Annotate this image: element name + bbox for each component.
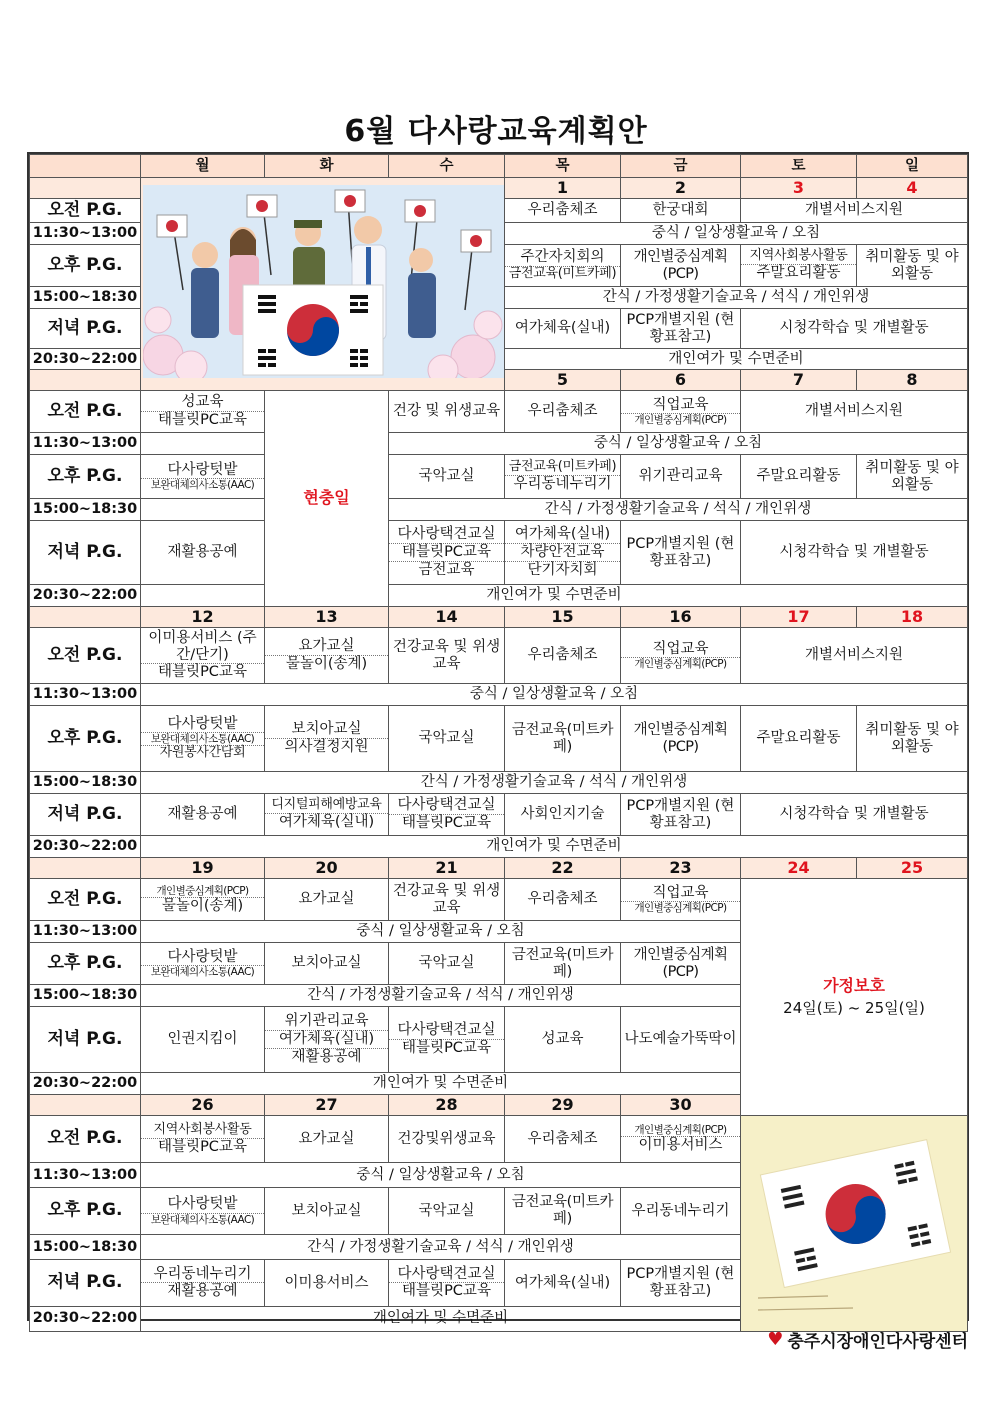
label-afternoon: 오후 P.G. xyxy=(30,245,141,287)
w4-fri-ev: 나도예술가뚝딱이 xyxy=(621,1007,741,1073)
label-evening: 저녁 P.G. xyxy=(30,309,141,349)
w4-wed-ev-1: 다사랑택견교실 xyxy=(389,1022,504,1040)
w3-mon-am-1: 이미용서비스 (주간/단기) xyxy=(141,630,264,664)
w3-fri-am-2: 개인별중심계획(PCP) xyxy=(634,658,727,671)
w2-mon-lunch-blank xyxy=(141,433,265,455)
w2-wed-ev-2: 태블릿PC교육 xyxy=(389,544,504,562)
date-30: 30 xyxy=(621,1095,741,1116)
date-row-blank xyxy=(30,178,141,199)
w5-thu-am: 우리춤체조 xyxy=(505,1116,621,1163)
w2-wed-ev xyxy=(389,521,505,585)
label-snack-time: 15:00~18:30 xyxy=(30,772,141,794)
header-mon: 월 xyxy=(141,155,265,178)
week3-morning-row xyxy=(30,628,968,684)
w2-fri-pm: 위기관리교육 xyxy=(621,455,741,499)
date-18: 18 xyxy=(857,607,968,628)
header-fri: 금 xyxy=(621,155,741,178)
w1-sat-pm-2: 주말요리활동 xyxy=(756,265,841,282)
w3-fri-pm: 개인별중심계획(PCP) xyxy=(621,706,741,772)
w2-snack: 간식 / 가정생활기술교육 / 석식 / 개인위생 xyxy=(389,499,968,521)
label-afternoon: 오후 P.G. xyxy=(30,455,141,499)
week2-night-row xyxy=(30,585,968,607)
w3-mon-pm xyxy=(141,706,265,772)
w5-night: 개인여가 및 수면준비 xyxy=(141,1306,741,1331)
w3-thu-ev: 사회인지기술 xyxy=(505,794,621,836)
w5-mon-pm-1: 다사랑텃밭 xyxy=(141,1196,264,1214)
w3-thu-pm: 금전교육(미트카페) xyxy=(505,706,621,772)
date-3: 3 xyxy=(741,178,857,199)
week2-lunch-row xyxy=(30,433,968,455)
date-1: 1 xyxy=(505,178,621,199)
date-15: 15 xyxy=(505,607,621,628)
label-evening: 저녁 P.G. xyxy=(30,794,141,836)
w3-weekend-ev: 시청각학습 및 개별활동 xyxy=(741,794,968,836)
label-afternoon: 오후 P.G. xyxy=(30,706,141,772)
w2-wed-ev-1: 다사랑택견교실 xyxy=(389,526,504,544)
label-afternoon: 오후 P.G. xyxy=(30,943,141,985)
w2-fri-am xyxy=(621,391,741,433)
label-night-time: 20:30~22:00 xyxy=(30,1073,141,1095)
date-22: 22 xyxy=(505,858,621,879)
label-snack-time: 15:00~18:30 xyxy=(30,499,141,521)
flag-illustration-svg xyxy=(143,185,505,378)
date-5: 5 xyxy=(505,370,621,391)
w4-wed-ev-2: 태블릿PC교육 xyxy=(402,1040,491,1056)
w4-mon-am-2: 물놀이(송계) xyxy=(161,897,244,914)
header-blank xyxy=(30,155,141,178)
w2-weekend-ev: 시청각학습 및 개별활동 xyxy=(741,521,968,585)
date-13: 13 xyxy=(265,607,389,628)
date-26: 26 xyxy=(141,1095,265,1116)
w2-mon-am-2: 태블릿PC교육 xyxy=(158,412,247,428)
date-17: 17 xyxy=(741,607,857,628)
label-snack-time: 15:00~18:30 xyxy=(30,1235,141,1260)
w5-wed-ev xyxy=(389,1259,505,1306)
w3-sat-pm: 주말요리활동 xyxy=(741,706,857,772)
week2-evening-row xyxy=(30,521,968,585)
w5-mon-am-2: 태블릿PC교육 xyxy=(158,1138,247,1155)
w4-snack: 간식 / 가정생활기술교육 / 석식 / 개인위생 xyxy=(141,985,741,1007)
week3-night-row xyxy=(30,836,968,858)
header-row xyxy=(30,155,968,178)
w3-mon-pm-3: 자원봉사간담회 xyxy=(159,745,246,761)
w4-mon-am xyxy=(141,879,265,921)
w3-tue-pm-2: 의사결정지원 xyxy=(284,739,369,755)
w5-mon-pm-2: 보완대체의사소통(AAC) xyxy=(150,1213,255,1226)
w2-thu-ev-3: 단기자치회 xyxy=(527,561,598,578)
w4-tue-ev-1: 위기관리교육 xyxy=(265,1013,388,1031)
w2-night: 개인여가 및 수면준비 xyxy=(141,585,968,607)
date-14: 14 xyxy=(389,607,505,628)
w5-mon-ev xyxy=(141,1259,265,1306)
w5-snack: 간식 / 가정생활기술교육 / 석식 / 개인위생 xyxy=(141,1235,741,1260)
w3-fri-ev: PCP개별지원 (현황표참고) xyxy=(621,794,741,836)
label-lunch-time: 11:30~13:00 xyxy=(30,921,141,943)
label-evening: 저녁 P.G. xyxy=(30,521,141,585)
w4-fri-am-1: 직업교육 xyxy=(621,885,740,903)
date-8: 8 xyxy=(857,370,968,391)
w2-sun-pm: 취미활동 및 야외활동 xyxy=(857,455,968,499)
w1-sat-pm xyxy=(741,245,857,287)
label-night-time: 20:30~22:00 xyxy=(30,1306,141,1331)
w2-wed-am: 건강 및 위생교육 xyxy=(389,391,505,433)
w2-mon-ev: 재활용공예 xyxy=(141,521,265,585)
w3-snack: 간식 / 가정생활기술교육 / 석식 / 개인위생 xyxy=(141,772,968,794)
label-afternoon: 오후 P.G. xyxy=(30,1187,141,1234)
week4-date-row xyxy=(30,858,968,879)
w3-mon-ev: 재활용공예 xyxy=(141,794,265,836)
w5-lunch: 중식 / 일상생활교육 / 오침 xyxy=(141,1163,741,1188)
w3-tue-ev-2: 여가체육(실내) xyxy=(278,814,375,831)
w3-wed-ev-1: 다사랑택견교실 xyxy=(389,797,504,815)
w4-fri-pm: 개인별중심계획(PCP) xyxy=(621,943,741,985)
label-morning: 오전 P.G. xyxy=(30,879,141,921)
w1-fri-ev: PCP개별지원 (현황표참고) xyxy=(621,309,741,349)
label-snack-time: 15:00~18:30 xyxy=(30,985,141,1007)
w5-fri-am xyxy=(621,1116,741,1163)
week3-snack-row xyxy=(30,772,968,794)
w4-wed-am: 건강교육 및 위생교육 xyxy=(389,879,505,921)
w2-fri-am-1: 직업교육 xyxy=(621,397,740,415)
label-lunch-time: 11:30~13:00 xyxy=(30,223,141,245)
date-20: 20 xyxy=(265,858,389,879)
week3-lunch-row xyxy=(30,684,968,706)
w2-mon-pm-2: 보완대체의사소통(AAC) xyxy=(150,479,255,492)
label-lunch-time: 11:30~13:00 xyxy=(30,433,141,455)
label-morning: 오전 P.G. xyxy=(30,199,141,223)
w2-lunch: 중식 / 일상생활교육 / 오침 xyxy=(389,433,968,455)
w3-fri-am xyxy=(621,628,741,684)
flag-illustration xyxy=(141,178,505,391)
w1-fri-pm: 개인별중심계획(PCP) xyxy=(621,245,741,287)
w3-mon-am-2: 태블릿PC교육 xyxy=(158,664,247,681)
w4-thu-am: 우리춤체조 xyxy=(505,879,621,921)
week2-snack-row xyxy=(30,499,968,521)
label-lunch-time: 11:30~13:00 xyxy=(30,1163,141,1188)
w3-tue-am-2: 물놀이(송계) xyxy=(285,656,368,672)
label-night-time: 20:30~22:00 xyxy=(30,349,141,370)
w1-weekend-ev: 시청각학습 및 개별활동 xyxy=(741,309,968,349)
week5-morning-row xyxy=(30,1116,968,1163)
w1-snack: 간식 / 가정생활기술교육 / 석식 / 개인위생 xyxy=(505,287,968,309)
header-thu: 목 xyxy=(505,155,621,178)
w4-tue-ev-3: 재활용공예 xyxy=(291,1048,362,1065)
date-25: 25 xyxy=(857,858,968,879)
w5-fri-pm: 우리동네누리기 xyxy=(621,1187,741,1234)
w1-weekend-am: 개별서비스지원 xyxy=(741,199,968,223)
w3-wed-am: 건강교육 및 위생교육 xyxy=(389,628,505,684)
schedule-table xyxy=(29,154,968,1332)
w1-thu-pm xyxy=(505,245,621,287)
w1-lunch: 중식 / 일상생활교육 / 오침 xyxy=(505,223,968,245)
header-tue: 화 xyxy=(265,155,389,178)
w2-mon-am-1: 성교육 xyxy=(141,394,264,412)
w2-mon-am xyxy=(141,391,265,433)
date-row-blank xyxy=(30,370,141,391)
w3-tue-am-1: 요가교실 xyxy=(265,638,388,656)
w2-mon-pm xyxy=(141,455,265,499)
w2-weekend-am: 개별서비스지원 xyxy=(741,391,968,433)
date-7: 7 xyxy=(741,370,857,391)
w3-weekend-am: 개별서비스지원 xyxy=(741,628,968,684)
date-29: 29 xyxy=(505,1095,621,1116)
w3-tue-pm xyxy=(265,706,389,772)
w2-fri-ev: PCP개별지원 (현황표참고) xyxy=(621,521,741,585)
w2-thu-ev-2: 차량안전교육 xyxy=(505,544,620,562)
label-morning: 오전 P.G. xyxy=(30,391,141,433)
w3-sun-pm: 취미활동 및 야외활동 xyxy=(857,706,968,772)
date-21: 21 xyxy=(389,858,505,879)
w2-wed-pm: 국악교실 xyxy=(389,455,505,499)
date-28: 28 xyxy=(389,1095,505,1116)
week2-morning-row xyxy=(30,391,968,433)
date-row-blank xyxy=(30,858,141,879)
w5-wed-pm: 국악교실 xyxy=(389,1187,505,1234)
w3-lunch: 중식 / 일상생활교육 / 오침 xyxy=(141,684,968,706)
w3-mon-am xyxy=(141,628,265,684)
footer-org xyxy=(767,1327,968,1352)
w3-tue-ev xyxy=(265,794,389,836)
w3-tue-pm-1: 보치아교실 xyxy=(265,721,388,739)
w5-tue-pm: 보치아교실 xyxy=(265,1187,389,1234)
w2-thu-am: 우리춤체조 xyxy=(505,391,621,433)
page-title: 6월 다사랑교육계획안 xyxy=(344,114,648,149)
flag-corner-svg xyxy=(743,1116,968,1326)
w5-wed-ev-2: 태블릿PC교육 xyxy=(402,1283,491,1300)
date-row-blank xyxy=(30,1095,141,1116)
w5-thu-pm: 금전교육(미트카페) xyxy=(505,1187,621,1234)
header-sat: 토 xyxy=(741,155,857,178)
date-2: 2 xyxy=(621,178,741,199)
w1-thu-am: 우리춤체조 xyxy=(505,199,621,223)
week2-afternoon-row xyxy=(30,455,968,499)
label-lunch-time: 11:30~13:00 xyxy=(30,684,141,706)
header-wed: 수 xyxy=(389,155,505,178)
w1-sat-pm-1: 지역사회봉사활동 xyxy=(741,249,856,265)
w3-mon-pm-1: 다사랑텃밭 xyxy=(141,716,264,734)
w3-tue-am xyxy=(265,628,389,684)
home-care-title: 가정보호 xyxy=(823,976,885,996)
label-morning: 오전 P.G. xyxy=(30,628,141,684)
footer-org-name: 충주시장애인다사랑센터 xyxy=(787,1332,968,1352)
w2-thu-pm xyxy=(505,455,621,499)
w1-thu-pm-1: 주간자치회의 xyxy=(505,249,620,267)
w3-tue-ev-1: 디지털피해예방교육 xyxy=(265,798,388,814)
w3-fri-am-1: 직업교육 xyxy=(621,641,740,659)
week1-date-row xyxy=(30,178,968,199)
w2-thu-pm-2: 우리동네누리기 xyxy=(513,476,612,493)
w1-thu-ev: 여가체육(실내) xyxy=(505,309,621,349)
w3-thu-am: 우리춤체조 xyxy=(505,628,621,684)
w3-wed-pm: 국악교실 xyxy=(389,706,505,772)
w4-mon-am-1: 개인별중심계획(PCP) xyxy=(141,885,264,898)
w4-tue-ev-2: 여가체육(실내) xyxy=(265,1031,388,1049)
w2-sat-pm: 주말요리활동 xyxy=(741,455,857,499)
w1-sun-pm: 취미활동 및 야외활동 xyxy=(857,245,968,287)
w5-tue-am: 요가교실 xyxy=(265,1116,389,1163)
w5-wed-am: 건강및위생교육 xyxy=(389,1116,505,1163)
w4-mon-pm-1: 다사랑텃밭 xyxy=(141,949,264,967)
heart-logo-icon: ♥ xyxy=(767,1329,784,1350)
w3-mon-pm-2: 보완대체의사소통(AAC) xyxy=(141,733,264,746)
label-morning: 오전 P.G. xyxy=(30,1116,141,1163)
w4-thu-ev: 성교육 xyxy=(505,1007,621,1073)
w4-tue-ev xyxy=(265,1007,389,1073)
w2-thu-ev-1: 여가체육(실내) xyxy=(505,526,620,544)
w4-fri-am xyxy=(621,879,741,921)
w4-mon-pm-2: 보완대체의사소통(AAC) xyxy=(150,966,255,979)
w2-thu-pm-1: 금전교육(미트카페) xyxy=(505,460,620,476)
w1-thu-pm-2: 금전교육(미트카페) xyxy=(508,265,617,281)
w4-night: 개인여가 및 수면준비 xyxy=(141,1073,741,1095)
home-care-range: 24일(토) ~ 25일(일) xyxy=(783,998,925,1017)
w3-wed-ev xyxy=(389,794,505,836)
w4-fri-am-2: 개인별중심계획(PCP) xyxy=(634,902,727,915)
w2-mon-snack-blank xyxy=(141,499,265,521)
date-12: 12 xyxy=(141,607,265,628)
w5-mon-am-1: 지역사회봉사활동 xyxy=(141,1123,264,1139)
header-sun: 일 xyxy=(857,155,968,178)
home-care-panel xyxy=(741,879,968,1116)
date-23: 23 xyxy=(621,858,741,879)
w3-night: 개인여가 및 수면준비 xyxy=(141,836,968,858)
w5-mon-ev-1: 우리동네누리기 xyxy=(141,1266,264,1284)
label-night-time: 20:30~22:00 xyxy=(30,836,141,858)
w5-wed-ev-1: 다사랑택견교실 xyxy=(389,1266,504,1284)
w4-lunch: 중식 / 일상생활교육 / 오침 xyxy=(141,921,741,943)
w5-fri-am-2: 이미용서비스 xyxy=(638,1137,723,1154)
w4-wed-ev xyxy=(389,1007,505,1073)
date-16: 16 xyxy=(621,607,741,628)
label-snack-time: 15:00~18:30 xyxy=(30,287,141,309)
w5-fri-am-1: 개인별중심계획(PCP) xyxy=(621,1124,740,1137)
label-evening: 저녁 P.G. xyxy=(30,1259,141,1306)
w5-thu-ev: 여가체육(실내) xyxy=(505,1259,621,1306)
w1-fri-am: 한궁대회 xyxy=(621,199,741,223)
w4-mon-ev: 인권지킴이 xyxy=(141,1007,265,1073)
w5-mon-ev-2: 재활용공예 xyxy=(167,1283,238,1300)
date-19: 19 xyxy=(141,858,265,879)
week3-afternoon-row xyxy=(30,706,968,772)
w4-tue-pm: 보치아교실 xyxy=(265,943,389,985)
w5-tue-ev: 이미용서비스 xyxy=(265,1259,389,1306)
w3-wed-ev-2: 태블릿PC교육 xyxy=(402,815,491,831)
date-6: 6 xyxy=(621,370,741,391)
w5-fri-ev: PCP개별지원 (현황표참고) xyxy=(621,1259,741,1306)
flag-corner-illustration xyxy=(741,1116,968,1332)
w4-mon-pm xyxy=(141,943,265,985)
week3-evening-row xyxy=(30,794,968,836)
date-row-blank xyxy=(30,607,141,628)
date-27: 27 xyxy=(265,1095,389,1116)
w4-tue-am: 요가교실 xyxy=(265,879,389,921)
date-4: 4 xyxy=(857,178,968,199)
week4-morning-row xyxy=(30,879,968,921)
w2-fri-am-2: 개인별중심계획(PCP) xyxy=(634,414,727,427)
w2-holiday: 현충일 xyxy=(265,391,389,607)
week3-date-row xyxy=(30,607,968,628)
w4-wed-pm: 국악교실 xyxy=(389,943,505,985)
w1-night: 개인여가 및 수면준비 xyxy=(505,349,968,370)
label-night-time: 20:30~22:00 xyxy=(30,585,141,607)
w2-mon-pm-1: 다사랑텃밭 xyxy=(141,462,264,480)
label-evening: 저녁 P.G. xyxy=(30,1007,141,1073)
w2-thu-ev xyxy=(505,521,621,585)
date-24: 24 xyxy=(741,858,857,879)
w2-wed-ev-3: 금전교육 xyxy=(418,561,475,578)
w5-mon-am xyxy=(141,1116,265,1163)
w5-mon-pm xyxy=(141,1187,265,1234)
w4-thu-pm: 금전교육(미트카페) xyxy=(505,943,621,985)
